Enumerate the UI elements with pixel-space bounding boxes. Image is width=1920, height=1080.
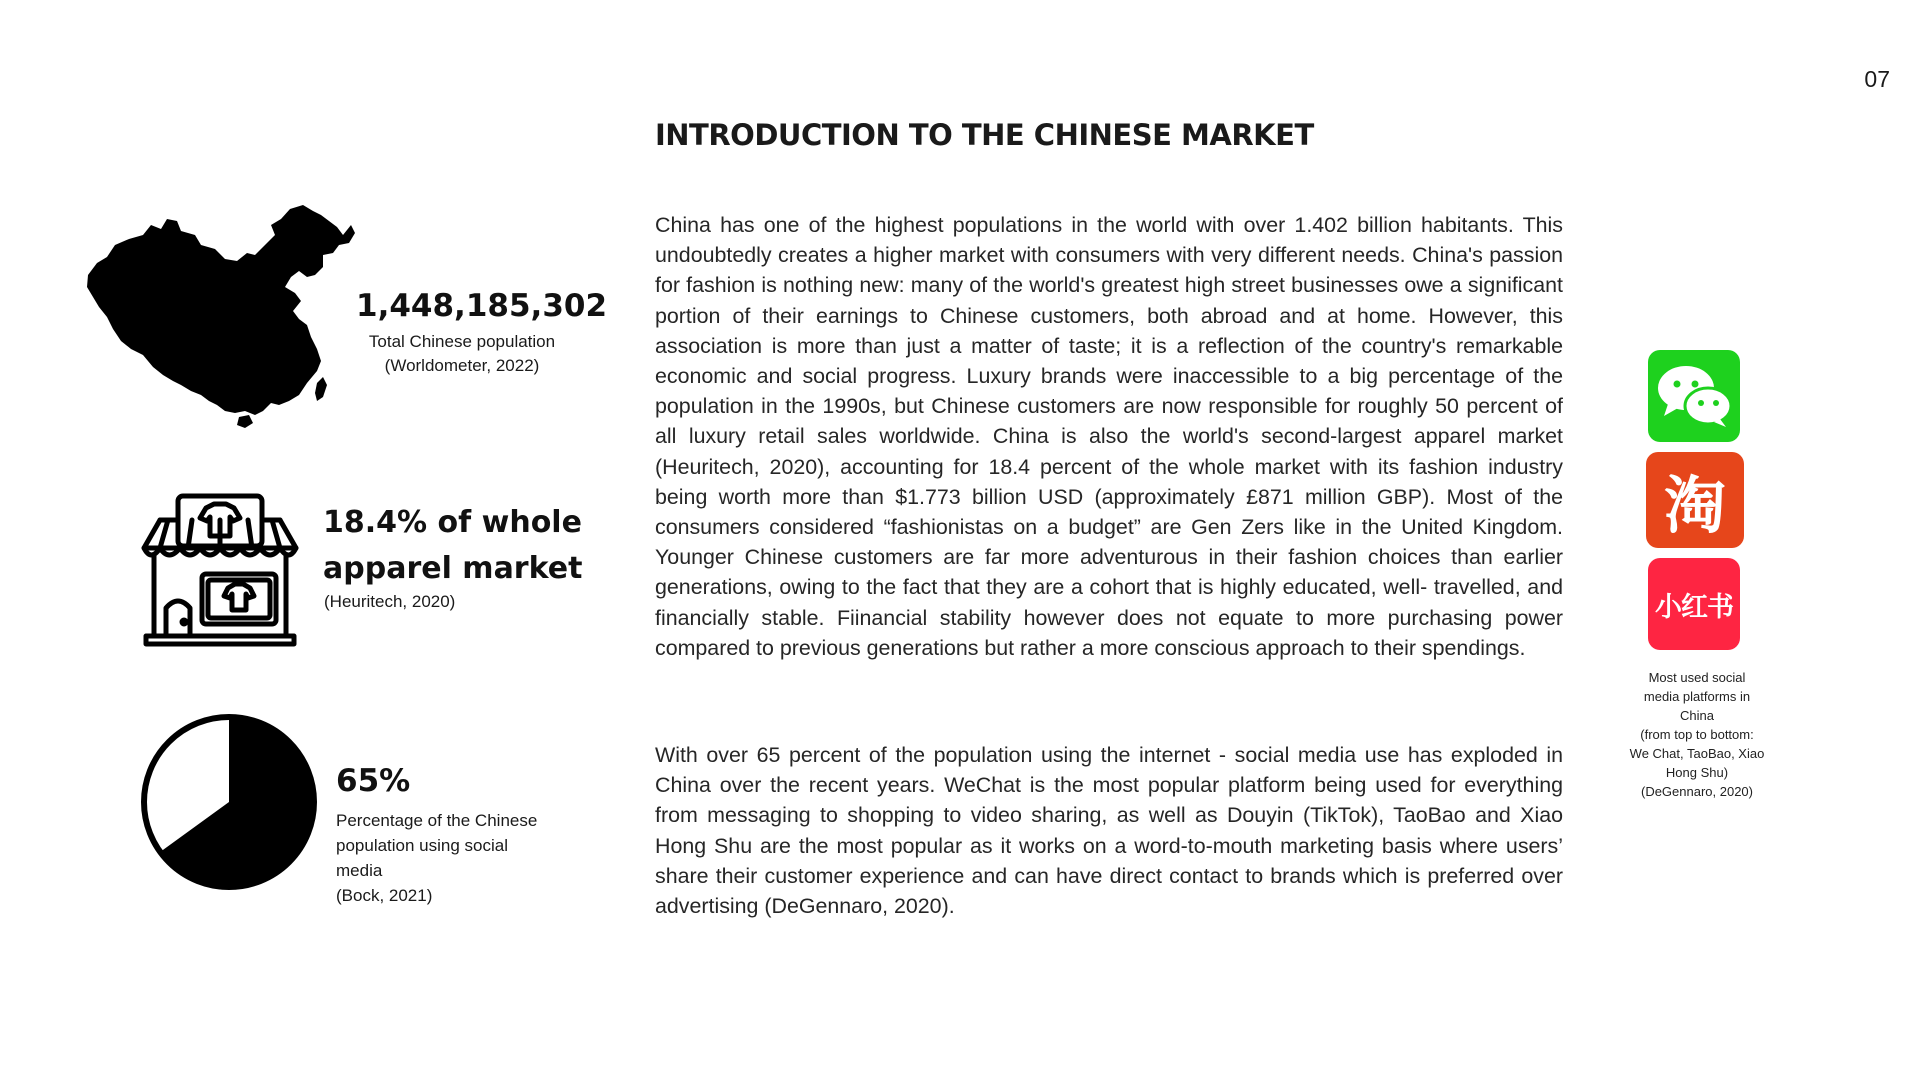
- social-caption-line: population using social: [336, 836, 509, 855]
- xiaohongshu-glyph: 小红书: [1655, 591, 1733, 623]
- apparel-stat-line2: apparel market: [323, 551, 583, 586]
- social-caption-source: (Bock, 2021): [336, 886, 433, 905]
- clothing-store-icon: [140, 490, 300, 650]
- platforms-caption-line: China: [1680, 708, 1714, 723]
- wechat-icon: [1648, 350, 1740, 442]
- taobao-icon: [1646, 452, 1744, 548]
- social-caption-line: media: [336, 861, 383, 880]
- page-title: INTRODUCTION TO THE CHINESE MARKET: [655, 118, 1314, 152]
- social-media-pie-chart: [140, 713, 318, 891]
- apparel-source: (Heuritech, 2020): [324, 592, 456, 611]
- apparel-stat-line1: 18.4% of whole: [323, 505, 582, 540]
- social-caption-line: Percentage of the Chinese: [336, 811, 538, 830]
- intro-paragraph: China has one of the highest populations in the world with over 1.402 billion habitants. This undoubtedly creates a higher market with consumers with very different needs. China's passion for fashion is nothing new: many of the world's greatest high street businesses owe a significant portion of their earnings to Chinese customers, both abroad and at home. However, this association is more than just a matter of taste; it is a reflection of the country's remarkable economic and social progress. Luxury brands were inaccessible to a big percentage of the population in the 1990s, but Chinese customers are now responsible for roughly 50 percent of all luxury retail sales worldwide. China is also the world's second-largest apparel market (Heuritech, 2020), accounting for 18.4 percent of the whole market with its fashion industry being worth more than $1.773 billion USD (approximately £871 million GBP). Most of the consumers considered “fashionistas on a budget” are Gen Zers like in the United Kingdom. Younger Chinese customers are far more adventurous in their fashion choices than earlier generations, owing to the fact that they are a cohort that is highly educated, well- travelled, and financially stable. Fiinancial stability however does not equate to more purchasing power compared to previous generations but rather a more conscious approach to their spendings.: [655, 213, 1563, 660]
- platforms-caption-line: (from top to bottom:: [1640, 727, 1754, 742]
- china-map-icon: [85, 205, 365, 430]
- social-media-caption: [336, 808, 576, 908]
- page-number: 07: [1864, 66, 1890, 92]
- platforms-caption-line: media platforms in: [1643, 689, 1751, 704]
- platforms-caption-line: Hong Shu): [1665, 765, 1729, 780]
- social-media-percentage: 65%: [336, 763, 411, 799]
- platforms-caption-line: We Chat, TaoBao, Xiao: [1629, 746, 1765, 761]
- wechat-bubbles-icon: [1656, 364, 1732, 428]
- population-caption: [352, 330, 572, 378]
- social-media-paragraph: With over 65 percent of the population using the internet - social media use has exploded in China over the recent years. WeChat is the most popular platform being used for everything from messaging to shopping to video sharing, as well as Douyin (TikTok), TaoBao and Xiao Hong Shu are the most popular as it works on a word-to-mouth marketing basis where users’ share their customer experience and can have direct contact to brands which is preferred over advertising (DeGennaro, 2020).: [655, 743, 1563, 919]
- apparel-market-stat: [323, 500, 582, 592]
- platforms-caption-source: (DeGennaro, 2020): [1640, 784, 1753, 799]
- platforms-caption: [1612, 668, 1782, 801]
- taobao-glyph: 淘: [1663, 468, 1726, 542]
- platforms-caption-line: Most used social: [1648, 670, 1746, 685]
- population-caption-source: (Worldometer, 2022): [384, 356, 540, 375]
- population-caption-label: Total Chinese population: [368, 332, 556, 351]
- xiaohongshu-icon: [1648, 558, 1740, 650]
- population-value: 1,448,185,302: [356, 288, 608, 324]
